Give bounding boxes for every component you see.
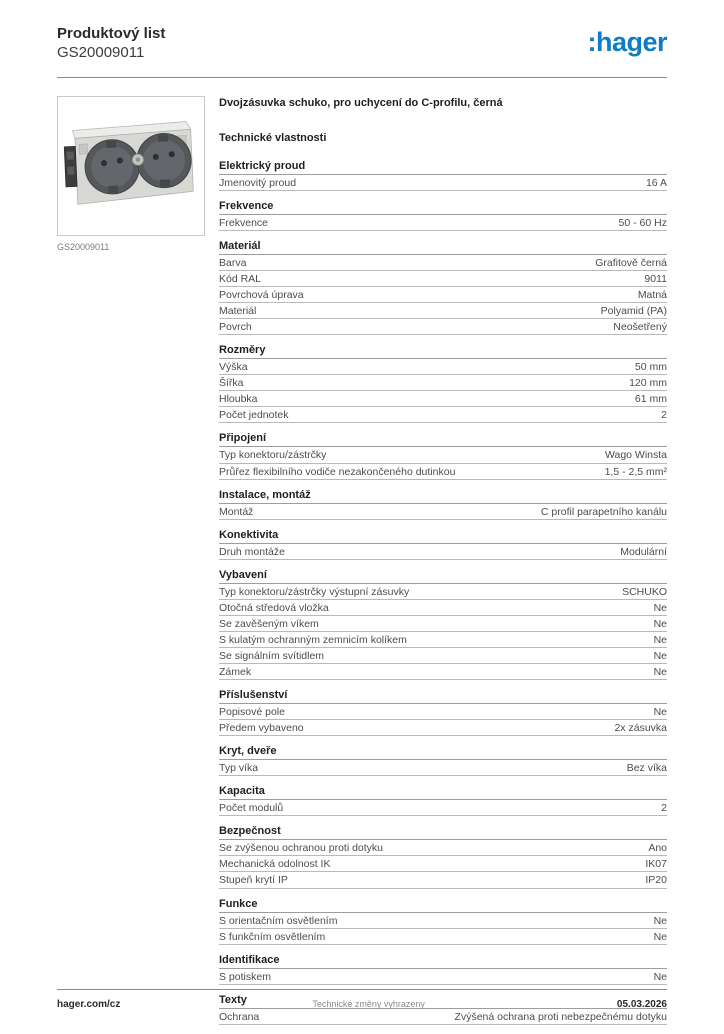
spec-section xyxy=(219,785,667,816)
spec-section-title: Frekvence xyxy=(219,200,667,215)
spec-section-title: Vybavení xyxy=(219,569,667,584)
spec-row-value: Matná xyxy=(637,289,667,302)
spec-row xyxy=(219,175,667,191)
spec-row-label: S orientačním osvětlením xyxy=(219,914,338,927)
spec-row-value: Modulární xyxy=(620,545,667,558)
spec-row-value: 16 A xyxy=(645,176,667,189)
spec-row xyxy=(219,616,667,632)
spec-row-label: S kulatým ochranným zemnicím kolíkem xyxy=(219,633,407,646)
spec-row-label: Druh montáže xyxy=(219,545,285,558)
spec-section-title: Texty xyxy=(219,994,667,1009)
spec-row-value: 2 xyxy=(661,802,667,815)
spec-row-value: 9011 xyxy=(644,272,667,285)
spec-section xyxy=(219,200,667,231)
spec-row xyxy=(219,504,667,520)
doc-type-title: Produktový list xyxy=(57,25,166,42)
product-image-frame xyxy=(57,96,205,236)
spec-row-label: Výška xyxy=(219,361,248,374)
spec-row-value: Ne xyxy=(653,970,667,983)
spec-section xyxy=(219,954,667,985)
spec-row-value: Ne xyxy=(653,617,667,630)
spec-row-label: Barva xyxy=(219,256,247,269)
spec-section xyxy=(219,745,667,776)
spec-row-value: 50 mm xyxy=(634,361,667,374)
spec-section xyxy=(219,898,667,945)
spec-row-label: Zámek xyxy=(219,666,252,679)
spec-row xyxy=(219,632,667,648)
spec-section-title: Příslušenství xyxy=(219,689,667,704)
spec-row-label: Typ konektoru/zástrčky výstupní zásuvky xyxy=(219,585,410,598)
spec-section-title: Konektivita xyxy=(219,529,667,544)
footer-website-link[interactable]: hager.com/cz xyxy=(57,999,121,1010)
spec-row xyxy=(219,215,667,231)
spec-section xyxy=(219,432,667,479)
spec-row-label: Se signálním svítidlem xyxy=(219,649,325,662)
spec-sections xyxy=(219,160,667,1025)
spec-row-label: S funkčním osvětlením xyxy=(219,930,326,943)
spec-section-title: Funkce xyxy=(219,898,667,913)
spec-row-label: Se zvýšenou ochranou proti dotyku xyxy=(219,842,384,855)
spec-row xyxy=(219,600,667,616)
spec-section-title: Instalace, montáž xyxy=(219,489,667,504)
spec-section-title: Kapacita xyxy=(219,785,667,800)
spec-row-value: Ne xyxy=(653,601,667,614)
spec-row-label: Frekvence xyxy=(219,216,269,229)
spec-row xyxy=(219,1009,667,1025)
spec-row-value: Polyamid (PA) xyxy=(600,305,667,318)
spec-row xyxy=(219,544,667,560)
spec-row xyxy=(219,464,667,480)
spec-row-label: Se zavěšeným víkem xyxy=(219,617,319,630)
spec-row xyxy=(219,648,667,664)
spec-row-value: IP20 xyxy=(645,874,667,887)
spec-row xyxy=(219,255,667,271)
spec-column xyxy=(219,96,667,1034)
spec-row-label: Otočná středová vložka xyxy=(219,601,329,614)
footer-disclaimer: Technické změny vyhrazeny xyxy=(312,999,425,1009)
footer-row xyxy=(57,999,667,1010)
spec-row-label: Typ konektoru/zástrčky xyxy=(219,449,327,462)
spec-row-label: S potiskem xyxy=(219,970,271,983)
spec-row-label: Typ víka xyxy=(219,762,259,775)
doc-header-text xyxy=(57,25,165,63)
spec-table-heading: Technické vlastnosti xyxy=(219,131,327,144)
spec-row xyxy=(219,447,667,463)
spec-row xyxy=(219,319,667,335)
spec-row xyxy=(219,375,667,391)
spec-row xyxy=(219,584,667,600)
spec-section xyxy=(219,569,667,680)
spec-section-title: Kryt, dveře xyxy=(219,745,667,760)
spec-row-label: Šířka xyxy=(219,377,244,390)
spec-row-value: SCHUKO xyxy=(622,585,667,598)
spec-row-label: Ochrana xyxy=(219,1010,260,1023)
spec-section-title: Materiál xyxy=(219,240,667,255)
spec-row-value: IK07 xyxy=(645,858,667,871)
spec-row xyxy=(219,391,667,407)
spec-row-value: C profil parapetního kanálu xyxy=(540,505,667,518)
spec-section xyxy=(219,825,667,888)
spec-row xyxy=(219,720,667,736)
hager-logo: :hager xyxy=(587,27,667,57)
spec-row-label: Průřez flexibilního vodiče nezakončeného dutinkou xyxy=(219,465,456,478)
spec-row xyxy=(219,800,667,816)
spec-row-label: Počet jednotek xyxy=(219,409,289,422)
spec-row-value: 120 mm xyxy=(629,377,667,390)
spec-row-label: Hloubka xyxy=(219,393,258,406)
spec-row-value: Ano xyxy=(648,842,667,855)
spec-row-label: Jmenovitý proud xyxy=(219,176,297,189)
product-image xyxy=(60,102,202,230)
spec-row-label: Předem vybaveno xyxy=(219,722,304,735)
spec-row xyxy=(219,913,667,929)
spec-row-value: Neošetřený xyxy=(613,321,667,334)
spec-row-value: Ne xyxy=(653,930,667,943)
spec-section-title: Elektrický proud xyxy=(219,160,667,175)
spec-row-label: Popisové pole xyxy=(219,706,285,719)
spec-section-title: Bezpečnost xyxy=(219,825,667,840)
spec-row-value: 50 - 60 Hz xyxy=(618,216,667,229)
spec-row-label: Kód RAL xyxy=(219,272,262,285)
doc-header xyxy=(57,25,667,63)
footer-date: 05.03.2026 xyxy=(616,999,667,1010)
spec-row-value: Zvýšená ochrana proti nebezpečnému dotyku xyxy=(454,1010,667,1023)
spec-row xyxy=(219,929,667,945)
product-image-caption: GS20009011 xyxy=(57,241,110,252)
spec-row xyxy=(219,760,667,776)
spec-row-label: Materiál xyxy=(219,305,257,318)
spec-row-value: Wago Winsta xyxy=(604,449,667,462)
spec-row xyxy=(219,704,667,720)
spec-row xyxy=(219,303,667,319)
spec-row xyxy=(219,872,667,888)
header-divider xyxy=(57,77,667,78)
spec-row xyxy=(219,271,667,287)
spec-section-title: Identifikace xyxy=(219,954,667,969)
spec-row xyxy=(219,840,667,856)
spec-section xyxy=(219,160,667,191)
spec-row-value: Ne xyxy=(653,666,667,679)
spec-row-label: Mechanická odolnost IK xyxy=(219,858,331,871)
spec-row-label: Počet modulů xyxy=(219,802,284,815)
spec-section xyxy=(219,689,667,736)
spec-row xyxy=(219,664,667,680)
spec-row-value: Ne xyxy=(653,706,667,719)
spec-row xyxy=(219,359,667,375)
spec-row-value: 1,5 - 2,5 mm² xyxy=(604,465,667,478)
spec-section-title: Rozměry xyxy=(219,344,667,359)
product-title: Dvojzásuvka schuko, pro uchycení do C-profilu, černá xyxy=(219,96,503,109)
spec-row xyxy=(219,969,667,985)
spec-section xyxy=(219,529,667,560)
doc-product-code: GS20009011 xyxy=(57,43,145,61)
spec-row-value: Bez víka xyxy=(626,762,667,775)
spec-row-label: Stupeň krytí IP xyxy=(219,874,288,887)
spec-row xyxy=(219,287,667,303)
spec-row-label: Povrch xyxy=(219,321,252,334)
product-image-column xyxy=(57,96,205,252)
spec-row xyxy=(219,407,667,423)
spec-row-value: Ne xyxy=(653,649,667,662)
spec-row-value: Ne xyxy=(653,914,667,927)
spec-section xyxy=(219,240,667,335)
doc-footer xyxy=(57,989,667,1010)
spec-row-value: 2 xyxy=(661,409,667,422)
spec-row xyxy=(219,856,667,872)
spec-row-value: Ne xyxy=(653,633,667,646)
spec-row-value: 2x zásuvka xyxy=(614,722,667,735)
spec-row-value: 61 mm xyxy=(634,393,667,406)
spec-row-label: Povrchová úprava xyxy=(219,289,304,302)
footer-divider xyxy=(57,989,667,990)
main-content xyxy=(57,96,667,1034)
spec-section-title: Připojení xyxy=(219,432,667,447)
spec-section xyxy=(219,344,667,423)
spec-row-value: Grafitově černá xyxy=(595,256,667,269)
spec-row-label: Montáž xyxy=(219,505,254,518)
spec-section xyxy=(219,489,667,520)
